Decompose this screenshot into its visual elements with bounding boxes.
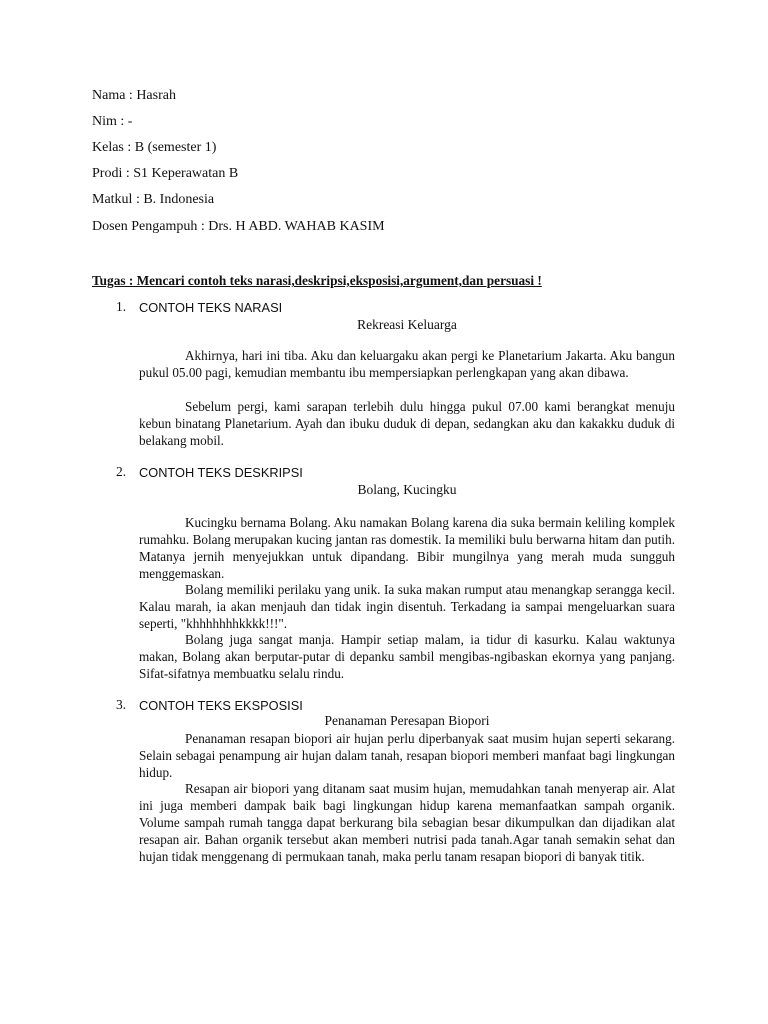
- paragraph: Penanaman resapan biopori air hujan perlu diperbanyak saat musim hujan seperti sekarang. Selain sebagai penampung air hujan dalam tanah, resapan biopori memberi manfaat bagi lingkungan hidup.: [139, 731, 675, 780]
- section-number: 2.: [116, 464, 127, 479]
- paragraph: Resapan air biopori yang ditanam saat musim hujan, memudahkan tanah menyerap air. Alat ini juga memberi dampak baik bagi lingkungan hidup karena memanfaatkan sampah organik. Volume sampah rumah tangga dapat berkurang bila sebagian besar dikumpulkan dan dijadikan alat resapan air. Bahan organik tersebut akan memberi nutrisi pada tanah.Agar tanah semakin sehat dan hujan tidak menggenang di permukaan tanah, maka perlu tanam resapan biopori di banyak titik.: [139, 781, 675, 864]
- section-heading: CONTOH TEKS DESKRIPSI: [139, 465, 303, 480]
- course-name: Matkul : B. Indonesia: [92, 192, 215, 207]
- task-heading: Tugas : Mencari contoh teks narasi,deskripsi,eksposisi,argument,dan persuasi !: [92, 273, 542, 288]
- student-name: Nama : Hasrah: [92, 88, 176, 103]
- section-heading: CONTOH TEKS EKSPOSISI: [139, 698, 303, 713]
- section-title: Bolang, Kucingku: [357, 482, 457, 497]
- lecturer-name: Dosen Pengampuh : Drs. H ABD. WAHAB KASIM: [92, 219, 385, 234]
- paragraph: Kucingku bernama Bolang. Aku namakan Bolang karena dia suka bermain keliling komplek rumahku. Bolang merupakan kucing jantan ras domestik. Ia memiliki bulu berwarna hitam dan putih. Matanya jernih menyejukkan untuk dipandang. Bibir mungilnya yang merah muda sungguh menggemaskan.: [139, 515, 675, 581]
- student-nim: Nim : -: [92, 114, 133, 129]
- paragraph: Bolang memiliki perilaku yang unik. Ia suka makan rumput atau menangkap serangga kecil. Kalau marah, ia akan menjauh dan tidak ingin disentuh. Terkadang ia sampai mengeluarkan suara seperti, "khhhhhhhkkkk!!!".: [139, 582, 675, 631]
- section-title: Rekreasi Keluarga: [357, 317, 457, 332]
- section-title: Penanaman Peresapan Biopori: [324, 713, 490, 728]
- section-heading: CONTOH TEKS NARASI: [139, 300, 283, 315]
- paragraph: Bolang juga sangat manja. Hampir setiap malam, ia tidur di kasurku. Kalau waktunya makan, Bolang akan berputar-putar di depanku sambil mengibas-ngibaskan ekornya yang panjang. Sifat-sifatnya membuatku selalu rindu.: [139, 632, 675, 681]
- section-number: 3.: [116, 697, 127, 712]
- student-class: Kelas : B (semester 1): [92, 140, 217, 155]
- paragraph: Sebelum pergi, kami sarapan terlebih dulu hingga pukul 07.00 kami berangkat menuju kebun binatang Planetarium. Ayah dan ibuku duduk di depan, sedangkan aku dan kakakku duduk di belakang mobil.: [139, 399, 675, 448]
- study-program: Prodi : S1 Keperawatan B: [92, 166, 239, 181]
- section-number: 1.: [116, 299, 127, 314]
- paragraph: Akhirnya, hari ini tiba. Aku dan keluargaku akan pergi ke Planetarium Jakarta. Aku bangun pukul 05.00 pagi, kemudian membantu ibu mempersiapkan perlengkapan yang akan dibawa.: [139, 348, 675, 380]
